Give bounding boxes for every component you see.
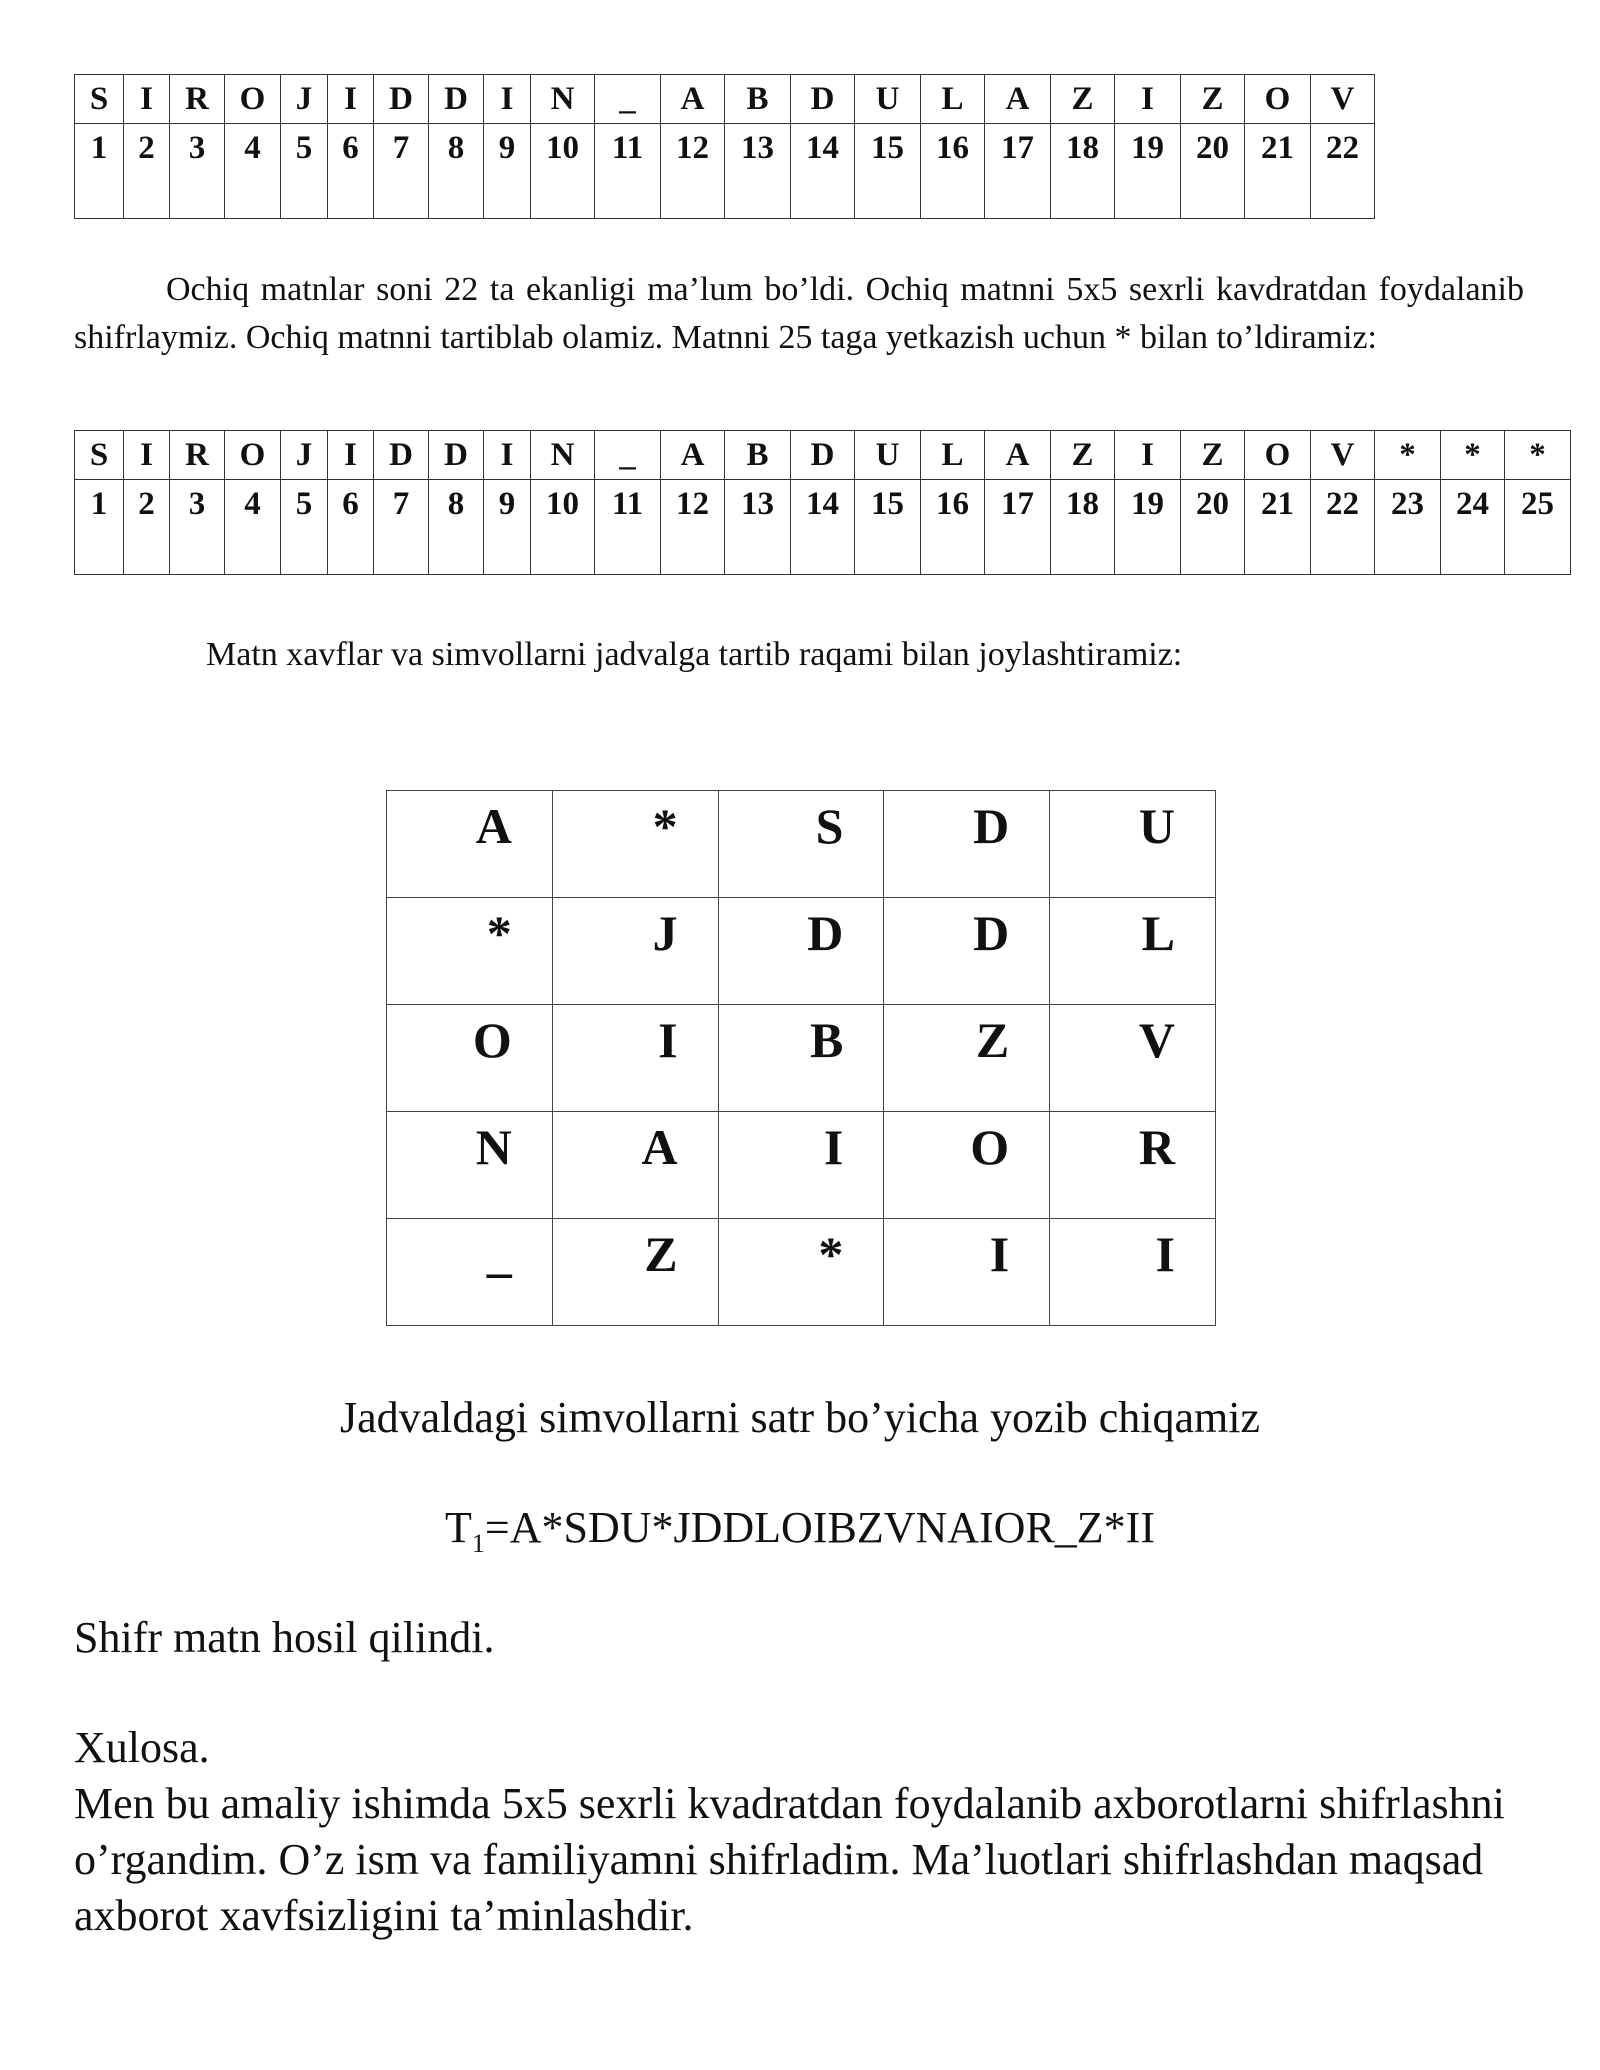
- number-cell: 16: [921, 124, 985, 219]
- number-cell: 11: [595, 480, 661, 575]
- letter-cell: U: [855, 431, 921, 480]
- number-cell: 14: [791, 480, 855, 575]
- grid-cell: R: [1050, 1112, 1216, 1219]
- result-line: Shifr matn hosil qilindi.: [74, 1613, 495, 1662]
- number-cell: 3: [170, 480, 225, 575]
- number-cell: 8: [429, 480, 484, 575]
- number-cell: 8: [429, 124, 484, 219]
- number-cell: 20: [1181, 480, 1245, 575]
- letter-cell: L: [921, 75, 985, 124]
- letter-cell: _: [595, 431, 661, 480]
- letter-cell: Z: [1181, 75, 1245, 124]
- number-cell: 17: [985, 480, 1051, 575]
- number-cell: 14: [791, 124, 855, 219]
- letter-cell: I: [484, 431, 531, 480]
- number-cell: 5: [281, 480, 328, 575]
- letter-cell: D: [374, 431, 429, 480]
- number-cell: 20: [1181, 124, 1245, 219]
- grid-cell: D: [718, 898, 884, 1005]
- grid-cell: B: [718, 1005, 884, 1112]
- number-cell: 2: [124, 124, 170, 219]
- grid-row: [387, 791, 1216, 898]
- grid-cell: N: [387, 1112, 553, 1219]
- grid-cell: *: [387, 898, 553, 1005]
- letter-cell: I: [1115, 75, 1181, 124]
- letter-cell: V: [1311, 75, 1375, 124]
- cipher-subscript: 1: [471, 1528, 485, 1558]
- number-cell: 2: [124, 480, 170, 575]
- grid-cell: O: [387, 1005, 553, 1112]
- letter-cell: A: [661, 75, 725, 124]
- number-cell: 9: [484, 124, 531, 219]
- number-cell: 10: [531, 480, 595, 575]
- number-cell: 22: [1311, 124, 1375, 219]
- grid-cell: S: [718, 791, 884, 898]
- number-cell: 19: [1115, 124, 1181, 219]
- magic-square-grid: [386, 790, 1216, 1326]
- number-cell: 18: [1051, 124, 1115, 219]
- letter-cell: R: [170, 431, 225, 480]
- grid-cell: V: [1050, 1005, 1216, 1112]
- letter-cell: R: [170, 75, 225, 124]
- letter-cell: O: [1245, 75, 1311, 124]
- number-cell: 11: [595, 124, 661, 219]
- number-cell: 21: [1245, 480, 1311, 575]
- number-cell: 4: [225, 480, 281, 575]
- number-cell: 13: [725, 480, 791, 575]
- cipher-value: =A*SDU*JDDLOIBZVNAIOR_Z*II: [484, 1503, 1155, 1552]
- grid-cell: *: [552, 791, 718, 898]
- grid-cell: I: [718, 1112, 884, 1219]
- letter-cell: O: [225, 75, 281, 124]
- number-row: [75, 124, 1375, 219]
- letter-cell: I: [1115, 431, 1181, 480]
- grid-cell: *: [718, 1219, 884, 1326]
- number-cell: 7: [374, 124, 429, 219]
- number-cell: 23: [1375, 480, 1441, 575]
- number-cell: 15: [855, 480, 921, 575]
- number-cell: 13: [725, 124, 791, 219]
- grid-cell: A: [387, 791, 553, 898]
- letter-cell: D: [429, 431, 484, 480]
- intro-paragraph: Ochiq matnlar soni 22 ta ekanligi ma’lum bo’ldi. Ochiq matnni 5x5 sexrli kavdratdan foydalanib shifrlaymiz. Ochiq matnni tartiblab olamiz. Matnni 25 taga yetkazish uchun * bilan to’ldiramiz:: [74, 271, 1524, 356]
- letter-cell: S: [75, 431, 124, 480]
- letter-cell: U: [855, 75, 921, 124]
- letter-cell: *: [1441, 431, 1505, 480]
- number-cell: 15: [855, 124, 921, 219]
- conclusion-title: Xulosa.: [74, 1723, 210, 1772]
- letter-cell: Z: [1051, 75, 1115, 124]
- letter-cell: O: [225, 431, 281, 480]
- read-rows-line: Jadvaldagi simvollarni satr bo’yicha yozib chiqamiz: [339, 1393, 1261, 1442]
- letter-cell: _: [595, 75, 661, 124]
- number-cell: 12: [661, 480, 725, 575]
- number-cell: 9: [484, 480, 531, 575]
- cipher-label: T: [445, 1503, 472, 1552]
- letter-cell: A: [985, 431, 1051, 480]
- letter-cell: B: [725, 75, 791, 124]
- letter-row: [75, 75, 1375, 124]
- letter-cell: *: [1505, 431, 1571, 480]
- number-cell: 3: [170, 124, 225, 219]
- grid-cell: J: [552, 898, 718, 1005]
- grid-cell: I: [884, 1219, 1050, 1326]
- letter-cell: S: [75, 75, 124, 124]
- letter-cell: I: [328, 431, 374, 480]
- cipher-text: [0, 1502, 1600, 1559]
- grid-cell: A: [552, 1112, 718, 1219]
- letter-cell: I: [124, 75, 170, 124]
- grid-cell: D: [884, 791, 1050, 898]
- grid-cell: D: [884, 898, 1050, 1005]
- letter-cell: N: [531, 431, 595, 480]
- letter-cell: O: [1245, 431, 1311, 480]
- letter-table-25: [74, 430, 1571, 575]
- letter-cell: V: [1311, 431, 1375, 480]
- letter-cell: I: [124, 431, 170, 480]
- grid-cell: Z: [552, 1219, 718, 1326]
- number-cell: 1: [75, 480, 124, 575]
- letter-table-22: [74, 74, 1375, 219]
- grid-cell: O: [884, 1112, 1050, 1219]
- grid-row: [387, 1005, 1216, 1112]
- number-row: [75, 480, 1571, 575]
- letter-cell: L: [921, 431, 985, 480]
- number-cell: 17: [985, 124, 1051, 219]
- letter-cell: *: [1375, 431, 1441, 480]
- letter-cell: I: [328, 75, 374, 124]
- letter-cell: J: [281, 431, 328, 480]
- number-cell: 16: [921, 480, 985, 575]
- letter-cell: J: [281, 75, 328, 124]
- grid-cell: I: [552, 1005, 718, 1112]
- number-cell: 6: [328, 124, 374, 219]
- number-cell: 4: [225, 124, 281, 219]
- letter-cell: Z: [1051, 431, 1115, 480]
- number-cell: 5: [281, 124, 328, 219]
- letter-cell: N: [531, 75, 595, 124]
- number-cell: 10: [531, 124, 595, 219]
- grid-row: [387, 898, 1216, 1005]
- number-cell: 19: [1115, 480, 1181, 575]
- letter-cell: A: [661, 431, 725, 480]
- number-cell: 6: [328, 480, 374, 575]
- grid-cell: Z: [884, 1005, 1050, 1112]
- conclusion-text: Men bu amaliy ishimda 5x5 sexrli kvadratdan foydalanib axborotlarni shifrlashni o’rgandim. O’z ism va familiyamni shifrladim. Ma’luotlari shifrlashdan maqsad axborot xavfsizligini ta’minlashdir.: [74, 1779, 1505, 1940]
- number-cell: 1: [75, 124, 124, 219]
- grid-cell: _: [387, 1219, 553, 1326]
- number-cell: 12: [661, 124, 725, 219]
- letter-cell: D: [429, 75, 484, 124]
- letter-cell: B: [725, 431, 791, 480]
- number-cell: 22: [1311, 480, 1375, 575]
- grid-cell: U: [1050, 791, 1216, 898]
- grid-cell: L: [1050, 898, 1216, 1005]
- number-cell: 24: [1441, 480, 1505, 575]
- grid-row: [387, 1219, 1216, 1326]
- letter-row: [75, 431, 1571, 480]
- letter-cell: Z: [1181, 431, 1245, 480]
- number-cell: 21: [1245, 124, 1311, 219]
- grid-row: [387, 1112, 1216, 1219]
- letter-cell: D: [791, 431, 855, 480]
- letter-cell: D: [374, 75, 429, 124]
- placement-caption: Matn xavflar va simvollarni jadvalga tartib raqami bilan joylashtiramiz:: [206, 636, 1183, 673]
- letter-cell: A: [985, 75, 1051, 124]
- letter-cell: I: [484, 75, 531, 124]
- number-cell: 25: [1505, 480, 1571, 575]
- grid-cell: I: [1050, 1219, 1216, 1326]
- number-cell: 7: [374, 480, 429, 575]
- letter-cell: D: [791, 75, 855, 124]
- number-cell: 18: [1051, 480, 1115, 575]
